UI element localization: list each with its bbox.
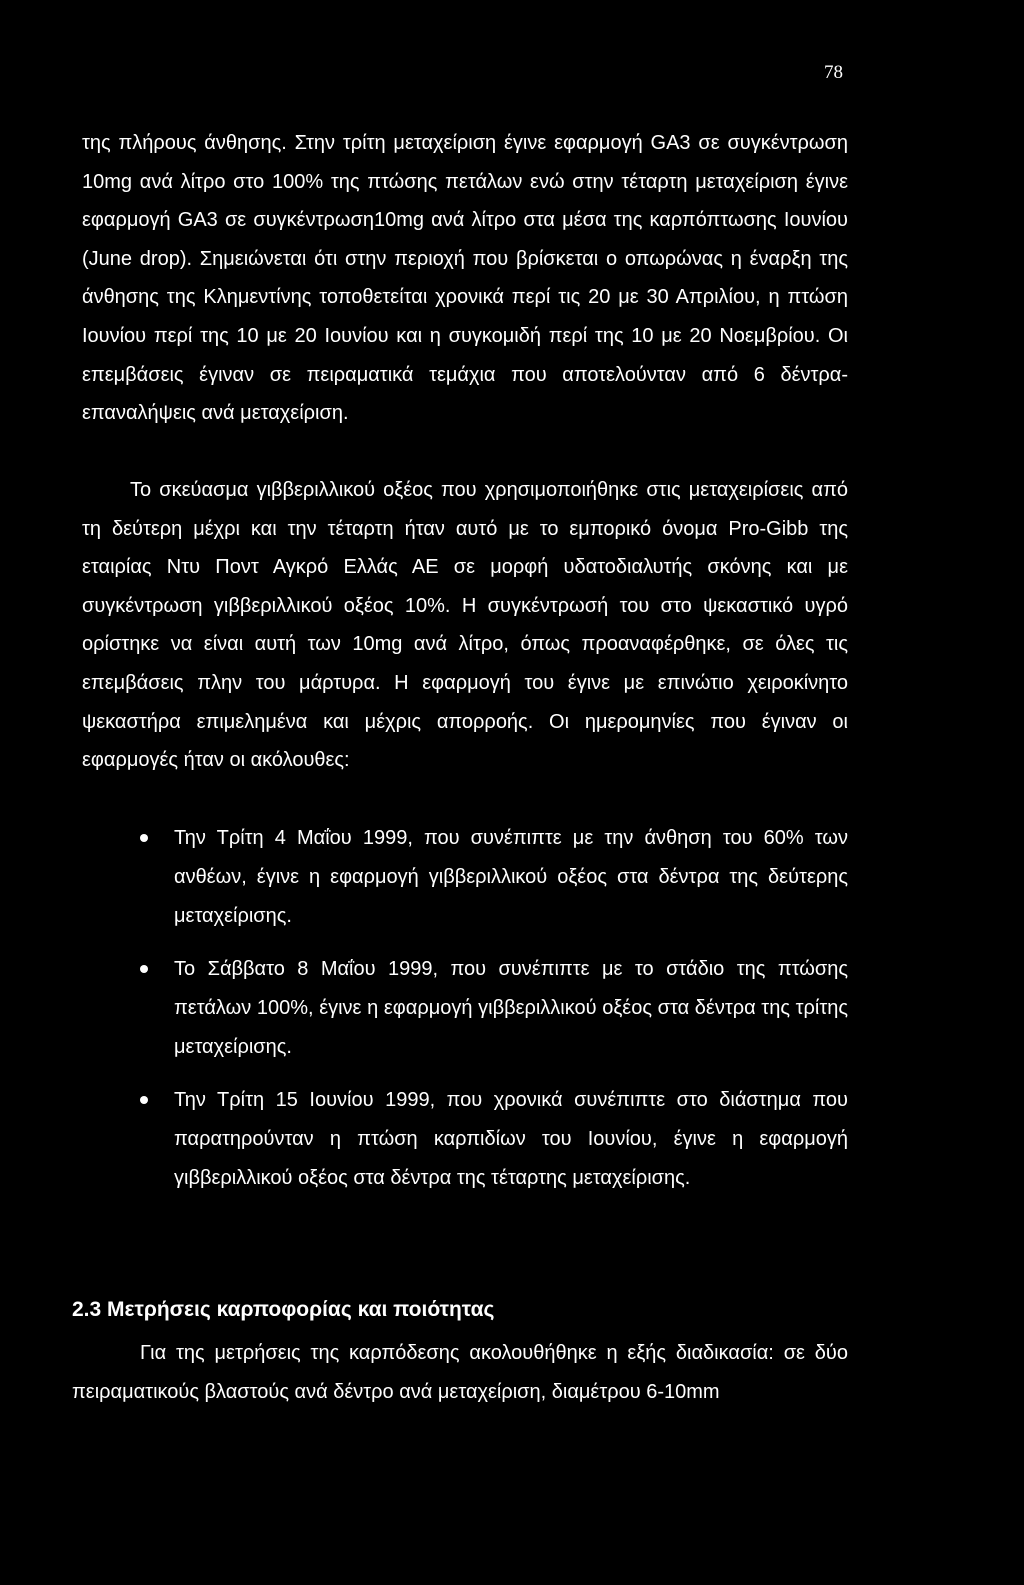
body-paragraph-2 (82, 471, 848, 780)
paragraph-text: Για της μετρήσεις της καρπόδεσης ακολουθήθηκε η εξής διαδικασία: σε δύο πειραματικούς βλαστούς ανά δέντρο ανά μεταχείριση, διαμέτρου 6-10mm (72, 1342, 848, 1403)
list-item: Το Σάββατο 8 Μαΐου 1999, που συνέπιπτε με το στάδιο της πτώσης πετάλων 100%, έγινε η εφαρμογή γιββεριλλικού οξέος στα δέντρα της τρίτης μεταχείρισης. (82, 950, 848, 1067)
section-paragraph (72, 1334, 848, 1411)
paragraph-text: Το σκεύασμα γιββεριλλικού οξέος που χρησιμοποιήθηκε στις μεταχειρίσεις από τη δεύτερη μέχρι και την τέταρτη ήταν αυτό με το εμπορικό όνομα Pro-Gibb της εταιρίας Ντυ Ποντ Αγκρό Ελλάς ΑΕ σε μορφή υδατοδιαλυτής σκόνης και με συγκέντρωση γιββεριλλικού οξέος 10%. Η συγκέντρωσή του στο ψεκαστικό υγρό ορίστηκε να είναι αυτή των 10mg ανά λίτρο, όπως προαναφέρθηκε, σε όλες τις επεμβάσεις πλην του μάρτυρα. Η εφαρμογή του έγινε με επινώτιο χειροκίνητο ψεκαστήρα επιμελημένα και μέχρις απορροής. Οι ημερομηνίες που έγιναν οι εφαρμογές ήταν οι ακόλουθες: (82, 479, 848, 772)
paragraph-text: της πλήρους άνθησης. Στην τρίτη μεταχείριση έγινε εφαρμογή GA3 σε συγκέντρωση 10mg ανά λίτρο στο 100% της πτώσης πετάλων ενώ στην τέταρτη μεταχείριση έγινε εφαρμογή GA3 σε συγκέντρωση10mg ανά λίτρο στα μέσα της καρπόπτωσης Ιουνίου (June drop). Σημειώνεται ότι στην περιοχή που βρίσκεται ο οπωρώνας η έναρξη της άνθησης της Κλημεντίνης τοποθετείται χρονικά περί τις 20 με 30 Απριλίου, η πτώση Ιουνίου περί της 10 με 20 Ιουνίου και η συγκομιδή περί της 10 με 20 Νοεμβρίου. Οι επεμβάσεις έγιναν σε πειραματικά τεμάχια που αποτελούνταν από 6 δέντρα-επαναλήψεις ανά μεταχείριση. (82, 132, 848, 425)
section-heading: 2.3 Μετρήσεις καρποφορίας και ποιότητας (72, 1298, 495, 1321)
list-item: Την Τρίτη 15 Ιουνίου 1999, που χρονικά συνέπιπτε στο διάστημα που παρατηρούνταν η πτώση καρπιδίων του Ιουνίου, έγινε η εφαρμογή γιββεριλλικού οξέος στα δέντρα της τέταρτης μεταχείρισης. (82, 1081, 848, 1198)
body-paragraph-1 (82, 124, 848, 433)
application-dates-list (82, 819, 848, 1212)
page-number: 78 (824, 62, 843, 83)
list-item: Την Τρίτη 4 Μαΐου 1999, που συνέπιπτε με την άνθηση του 60% των ανθέων, έγινε η εφαρμογή γιββεριλλικού οξέος στα δέντρα της δεύτερης μεταχείρισης. (82, 819, 848, 936)
